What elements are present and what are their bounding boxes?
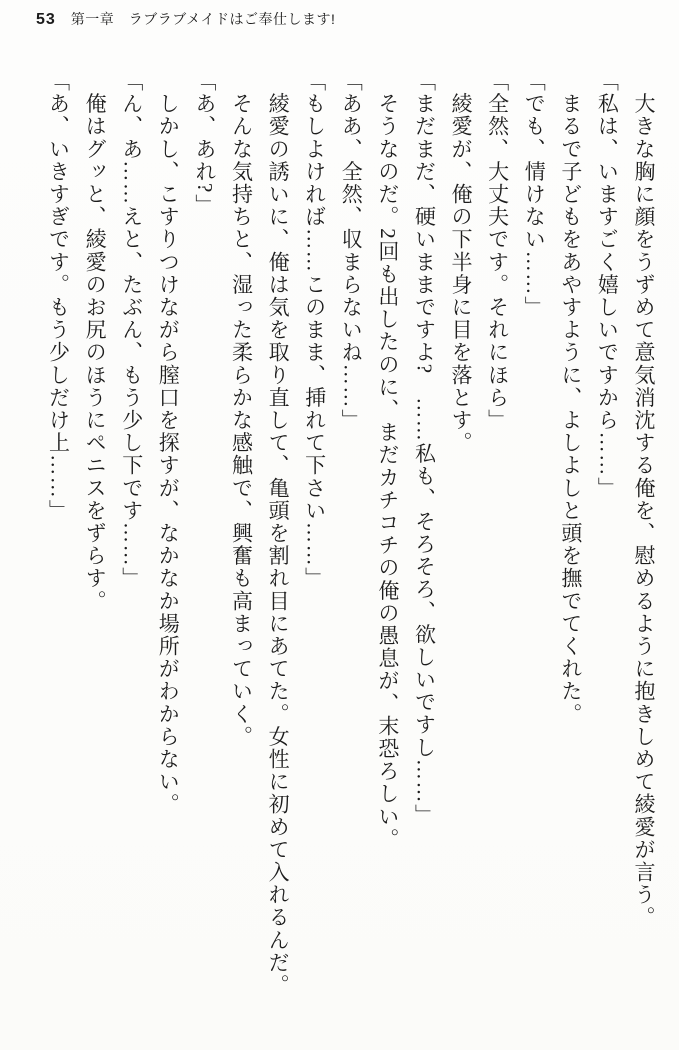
text-column: まるで子どもをあやすように、よしよしと頭を撫でてくれた。 bbox=[558, 70, 583, 726]
text-column: 「あ、あれ?」 bbox=[192, 70, 217, 217]
body-text-block bbox=[40, 70, 662, 1034]
text-column: 「あ、いきすぎです。もう少しだけ上……」 bbox=[46, 70, 71, 522]
running-header bbox=[36, 9, 335, 29]
text-column: 大きな胸に顔をうずめて意気消沈する俺を、慰めるように抱きしめて綾愛が言う。 bbox=[632, 70, 656, 929]
text-column: 「全然、大丈夫です。それにほら」 bbox=[485, 70, 510, 432]
text-column: しかし、こすりつけながら膣口を探すが、なかなか場所がわからない。 bbox=[156, 70, 181, 816]
chapter-title: 第一章 ラブラブメイドはご奉仕します! bbox=[70, 11, 336, 27]
text-column: 綾愛の誘いに、俺は気を取り直して、亀頭を割れ目にあてた。女性に初めて入れるんだ。 bbox=[266, 70, 291, 997]
text-column: 「もしよければ……このまま、挿れて下さい……」 bbox=[302, 70, 327, 590]
text-column: 「私は、いますごく嬉しいですから……」 bbox=[595, 70, 620, 500]
text-column: 「ん、あ……えと、たぶん、もう少し下です……」 bbox=[119, 70, 144, 590]
text-column: 綾愛が、俺の下半身に目を落とす。 bbox=[449, 70, 474, 455]
text-column: 俺はグッと、綾愛のお尻のほうにペニスをずらす。 bbox=[83, 70, 108, 613]
text-column: そんな気持ちと、湿った柔らかな感触で、興奮も高まっていく。 bbox=[229, 70, 254, 748]
text-column: そうなのだ。2回も出したのに、まだカチコチの俺の愚息が、末恐ろしい。 bbox=[375, 70, 400, 851]
page-number: 53 bbox=[36, 11, 56, 28]
text-column: 「まだまだ、硬いままですよ? ……私も、そろそろ、欲しいですし……」 bbox=[412, 70, 437, 827]
text-column: 「ああ、全然、収まらないね……」 bbox=[339, 70, 364, 432]
text-column: 「でも、情けない……」 bbox=[522, 70, 547, 319]
